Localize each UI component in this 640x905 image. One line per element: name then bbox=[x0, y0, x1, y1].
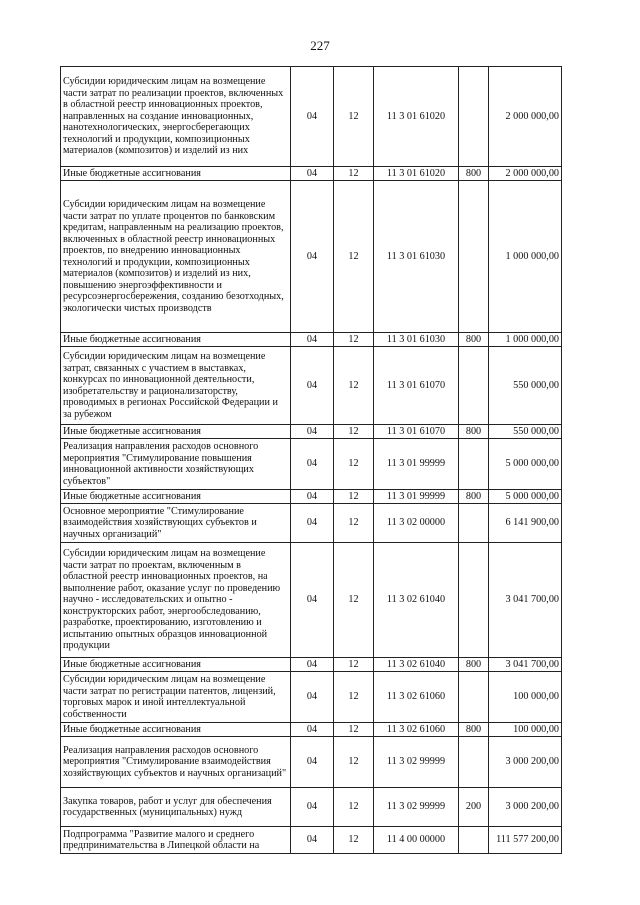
subsection-code: 12 bbox=[334, 788, 374, 827]
target-article-code: 11 3 01 61020 bbox=[374, 167, 459, 181]
table-row bbox=[61, 167, 562, 181]
row-name: Субсидии юридическим лицам на возмещение части затрат по уплате процентов по банковским кредитам, направленным на реализацию проектов, включенных в областной реестр инновационных проектов, по внедрению инновационных технологий и продукции, композиционных материалов (композитов) и изделий из них, повышению энергоэффективности и ресурсоэнергосбережения, созданию безотходных, экологически чистых производств bbox=[61, 181, 291, 333]
amount: 550 000,00 bbox=[489, 347, 562, 425]
table-row bbox=[61, 490, 562, 504]
page-number: 227 bbox=[310, 38, 330, 53]
subsection-code: 12 bbox=[334, 504, 374, 543]
subsection-code: 12 bbox=[334, 425, 374, 439]
amount: 2 000 000,00 bbox=[489, 167, 562, 181]
amount: 5 000 000,00 bbox=[489, 490, 562, 504]
subsection-code: 12 bbox=[334, 658, 374, 672]
amount: 550 000,00 bbox=[489, 425, 562, 439]
expense-type-code bbox=[459, 827, 489, 854]
section-code: 04 bbox=[291, 737, 334, 788]
amount: 3 041 700,00 bbox=[489, 658, 562, 672]
expense-type-code bbox=[459, 737, 489, 788]
expense-type-code bbox=[459, 504, 489, 543]
amount: 111 577 200,00 bbox=[489, 827, 562, 854]
target-article-code: 11 3 01 61030 bbox=[374, 181, 459, 333]
amount: 100 000,00 bbox=[489, 723, 562, 737]
section-code: 04 bbox=[291, 167, 334, 181]
expense-type-code: 200 bbox=[459, 788, 489, 827]
row-name: Реализация направления расходов основного мероприятия "Стимулирование повышения инновационной активности хозяйствующих субъектов" bbox=[61, 439, 291, 490]
subsection-code: 12 bbox=[334, 543, 374, 658]
amount: 6 141 900,00 bbox=[489, 504, 562, 543]
subsection-code: 12 bbox=[334, 181, 374, 333]
row-name: Иные бюджетные ассигнования bbox=[61, 658, 291, 672]
target-article-code: 11 4 00 00000 bbox=[374, 827, 459, 854]
subsection-code: 12 bbox=[334, 737, 374, 788]
subsection-code: 12 bbox=[334, 827, 374, 854]
subsection-code: 12 bbox=[334, 723, 374, 737]
section-code: 04 bbox=[291, 439, 334, 490]
subsection-code: 12 bbox=[334, 672, 374, 723]
row-name: Иные бюджетные ассигнования bbox=[61, 425, 291, 439]
section-code: 04 bbox=[291, 67, 334, 167]
amount: 1 000 000,00 bbox=[489, 181, 562, 333]
table-row bbox=[61, 181, 562, 333]
row-name: Субсидии юридическим лицам на возмещение части затрат по реализации проектов, включенных в областной реестр инновационных проектов, направленных на создание инновационных, нанотехнологических, энергосберегающих технологий и продукции, композиционных материалов (композитов) и изделий из них bbox=[61, 67, 291, 167]
table-row bbox=[61, 658, 562, 672]
target-article-code: 11 3 02 61060 bbox=[374, 723, 459, 737]
row-name: Реализация направления расходов основного мероприятия "Стимулирование взаимодействия хозяйствующих субъектов и научных организаций" bbox=[61, 737, 291, 788]
subsection-code: 12 bbox=[334, 167, 374, 181]
expense-type-code bbox=[459, 439, 489, 490]
target-article-code: 11 3 01 61030 bbox=[374, 333, 459, 347]
row-name: Основное мероприятие "Стимулирование взаимодействия хозяйствующих субъектов и научных организаций" bbox=[61, 504, 291, 543]
subsection-code: 12 bbox=[334, 490, 374, 504]
target-article-code: 11 3 02 99999 bbox=[374, 788, 459, 827]
subsection-code: 12 bbox=[334, 439, 374, 490]
amount: 1 000 000,00 bbox=[489, 333, 562, 347]
amount: 3 041 700,00 bbox=[489, 543, 562, 658]
amount: 3 000 200,00 bbox=[489, 737, 562, 788]
table-row bbox=[61, 67, 562, 167]
expense-type-code: 800 bbox=[459, 333, 489, 347]
row-name: Иные бюджетные ассигнования bbox=[61, 333, 291, 347]
section-code: 04 bbox=[291, 788, 334, 827]
amount: 2 000 000,00 bbox=[489, 67, 562, 167]
expense-type-code: 800 bbox=[459, 167, 489, 181]
expense-type-code: 800 bbox=[459, 425, 489, 439]
expense-type-code: 800 bbox=[459, 658, 489, 672]
row-name: Субсидии юридическим лицам на возмещение затрат, связанных с участием в выставках, конкурсах по инновационной деятельности, изобретательству и рационализаторству, проводимых в регионах Российской Федерации и за рубежом bbox=[61, 347, 291, 425]
expense-type-code bbox=[459, 543, 489, 658]
section-code: 04 bbox=[291, 658, 334, 672]
target-article-code: 11 3 01 99999 bbox=[374, 439, 459, 490]
section-code: 04 bbox=[291, 333, 334, 347]
subsection-code: 12 bbox=[334, 67, 374, 167]
amount: 5 000 000,00 bbox=[489, 439, 562, 490]
row-name: Иные бюджетные ассигнования bbox=[61, 490, 291, 504]
table-row bbox=[61, 672, 562, 723]
section-code: 04 bbox=[291, 504, 334, 543]
section-code: 04 bbox=[291, 543, 334, 658]
row-name: Подпрограмма "Развитие малого и среднего предпринимательства в Липецкой области на bbox=[61, 827, 291, 854]
table-row bbox=[61, 827, 562, 854]
table-row bbox=[61, 723, 562, 737]
row-name: Субсидии юридическим лицам на возмещение части затрат по регистрации патентов, лицензий, торговых марок и иной интеллектуальной собственности bbox=[61, 672, 291, 723]
section-code: 04 bbox=[291, 723, 334, 737]
row-name: Субсидии юридическим лицам на возмещение части затрат по проектам, включенным в областной реестр инновационных проектов, на выполнение работ, оказание услуг по проведению научно - исследовательских и опытно - конструкторских работ, энергообследованию, разработке, проектированию, изготовлению и испытанию опытных образцов инновационной продукции bbox=[61, 543, 291, 658]
table-row bbox=[61, 737, 562, 788]
section-code: 04 bbox=[291, 490, 334, 504]
table-row bbox=[61, 333, 562, 347]
table-row bbox=[61, 543, 562, 658]
budget-table bbox=[60, 66, 562, 854]
amount: 100 000,00 bbox=[489, 672, 562, 723]
target-article-code: 11 3 01 99999 bbox=[374, 490, 459, 504]
section-code: 04 bbox=[291, 672, 334, 723]
target-article-code: 11 3 01 61070 bbox=[374, 347, 459, 425]
table-row bbox=[61, 788, 562, 827]
target-article-code: 11 3 02 00000 bbox=[374, 504, 459, 543]
section-code: 04 bbox=[291, 425, 334, 439]
target-article-code: 11 3 02 61060 bbox=[374, 672, 459, 723]
target-article-code: 11 3 01 61020 bbox=[374, 67, 459, 167]
section-code: 04 bbox=[291, 827, 334, 854]
amount: 3 000 200,00 bbox=[489, 788, 562, 827]
subsection-code: 12 bbox=[334, 347, 374, 425]
table-row bbox=[61, 439, 562, 490]
section-code: 04 bbox=[291, 347, 334, 425]
target-article-code: 11 3 02 61040 bbox=[374, 658, 459, 672]
row-name: Закупка товаров, работ и услуг для обеспечения государственных (муниципальных) нужд bbox=[61, 788, 291, 827]
expense-type-code bbox=[459, 672, 489, 723]
expense-type-code: 800 bbox=[459, 723, 489, 737]
expense-type-code bbox=[459, 347, 489, 425]
row-name: Иные бюджетные ассигнования bbox=[61, 723, 291, 737]
expense-type-code: 800 bbox=[459, 490, 489, 504]
subsection-code: 12 bbox=[334, 333, 374, 347]
table-row bbox=[61, 504, 562, 543]
table-row bbox=[61, 347, 562, 425]
table-row bbox=[61, 425, 562, 439]
target-article-code: 11 3 01 61070 bbox=[374, 425, 459, 439]
expense-type-code bbox=[459, 67, 489, 167]
expense-type-code bbox=[459, 181, 489, 333]
target-article-code: 11 3 02 61040 bbox=[374, 543, 459, 658]
section-code: 04 bbox=[291, 181, 334, 333]
target-article-code: 11 3 02 99999 bbox=[374, 737, 459, 788]
row-name: Иные бюджетные ассигнования bbox=[61, 167, 291, 181]
